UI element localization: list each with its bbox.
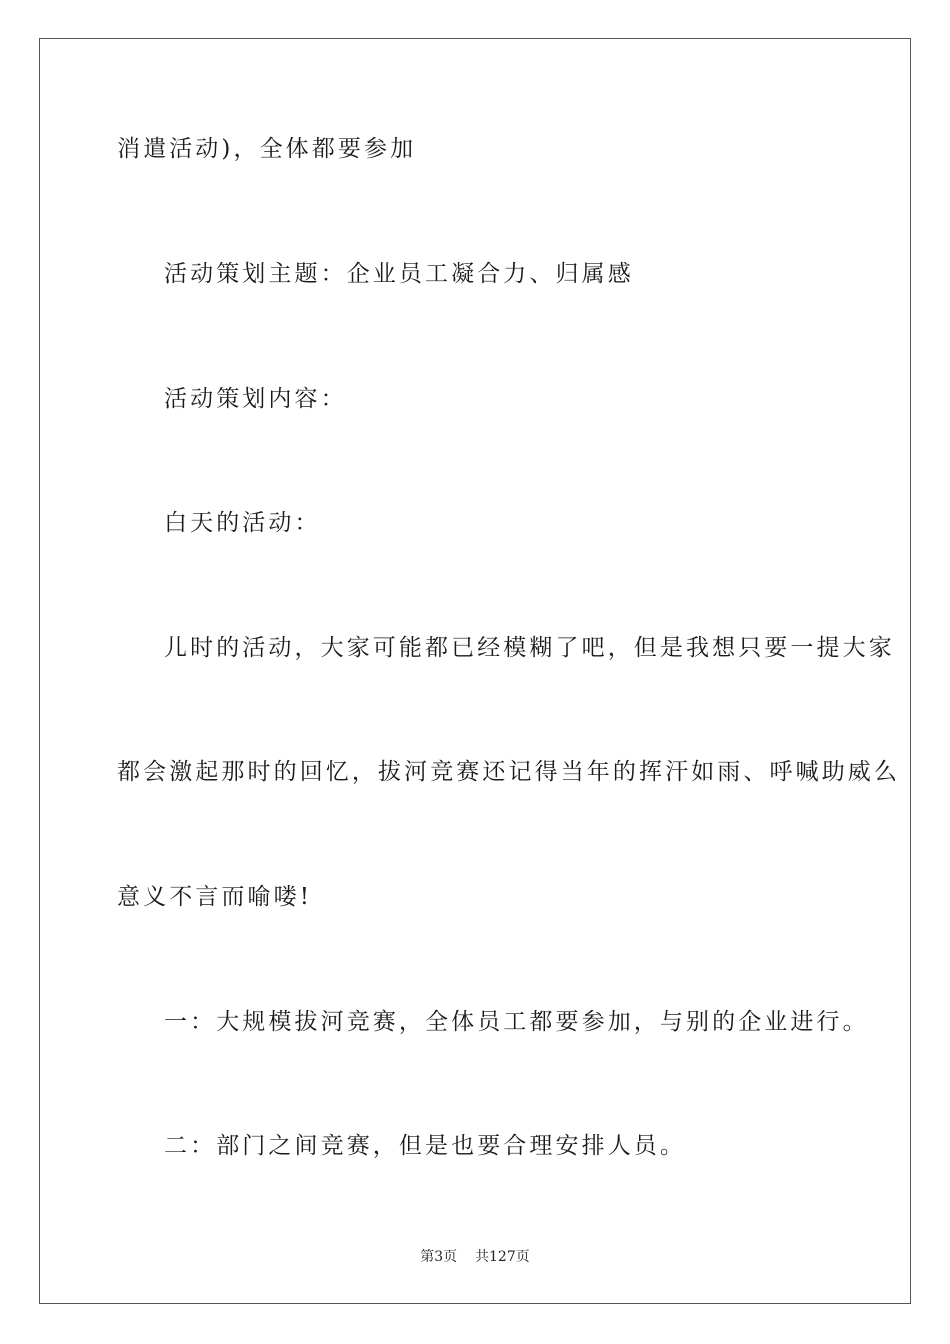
paragraph-childhood-line-1: 儿时的活动，大家可能都已经模糊了吧，但是我想只要一提大家 — [164, 635, 895, 661]
paragraph-activity-content-heading: 活动策划内容： — [164, 386, 347, 412]
page-border — [39, 38, 911, 1304]
total-pages: 共127页 — [475, 1249, 530, 1265]
paragraph-line-1: 消遣活动)，全体都要参加 — [117, 136, 417, 162]
page-number: 第3页 — [420, 1249, 458, 1265]
paragraph-activity-theme: 活动策划主题：企业员工凝合力、归属感 — [164, 261, 634, 287]
page-footer — [0, 1248, 950, 1266]
paragraph-item-one: 一：大规模拔河竞赛，全体员工都要参加，与别的企业进行。 — [164, 1009, 869, 1035]
paragraph-item-two: 二：部门之间竞赛，但是也要合理安排人员。 — [164, 1133, 686, 1159]
footer-spacer — [457, 1249, 475, 1265]
paragraph-daytime-activities-heading: 白天的活动： — [164, 510, 321, 536]
paragraph-childhood-line-2: 都会激起那时的回忆，拔河竞赛还记得当年的挥汗如雨、呼喊助威么 — [117, 759, 900, 785]
paragraph-childhood-line-3: 意义不言而喻喽! — [117, 884, 313, 910]
